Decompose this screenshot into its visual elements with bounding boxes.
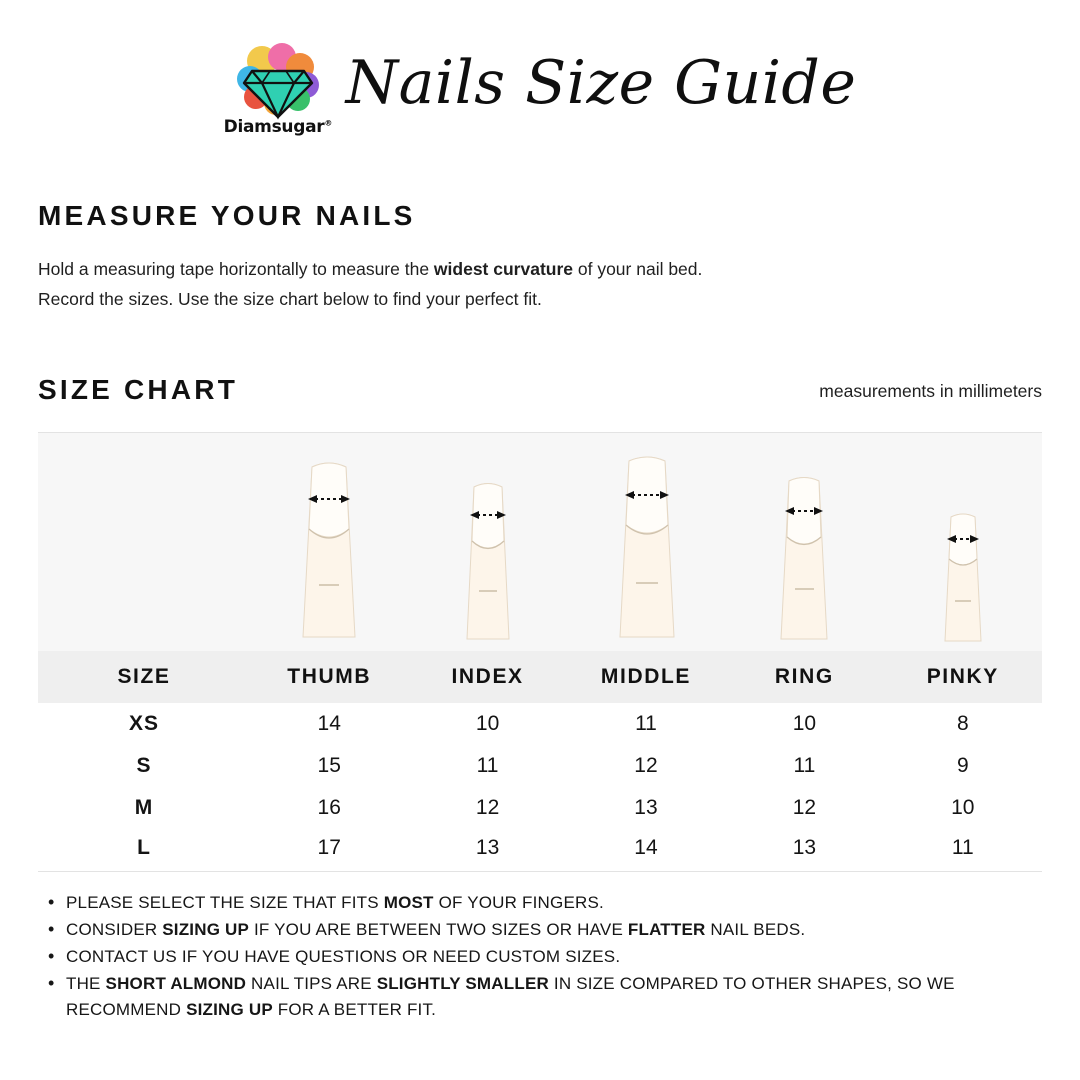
note-text: CONTACT US IF YOU HAVE QUESTIONS OR NEED CUSTOM SIZES. <box>66 946 621 966</box>
column-header-index: INDEX <box>408 651 566 703</box>
pinky-nail-diagram-cell <box>884 433 1042 651</box>
cell-thumb: 16 <box>317 796 341 819</box>
cell-pinky: 9 <box>956 754 969 777</box>
cell-thumb: 14 <box>317 712 341 735</box>
size-notes-list <box>38 890 1042 1023</box>
table-row <box>38 745 1042 787</box>
note-emphasis: SIZING UP <box>186 999 273 1019</box>
index-nail-diagram-cell <box>408 433 566 651</box>
cell-ring: 11 <box>793 754 816 777</box>
pinky-nail-diagram <box>933 505 993 651</box>
note-text: IN SIZE COMPARED TO OTHER SHAPES, SO WE RECOMMEND <box>66 973 955 1019</box>
measurement-units-note: measurements in millimeters <box>819 381 1042 401</box>
nail-diagram-spacer <box>38 433 250 651</box>
cell-pinky: 11 <box>951 836 974 860</box>
note-text: NAIL BEDS. <box>705 919 806 939</box>
ring-nail-diagram <box>766 469 842 651</box>
cell-size: XS <box>128 712 159 735</box>
page-title: Nails Size Guide <box>345 48 857 118</box>
cell-index: 13 <box>475 836 500 860</box>
note-text: FOR A BETTER FIT. <box>272 999 437 1019</box>
note-text: CONSIDER <box>66 919 163 939</box>
middle-nail-diagram-cell <box>567 433 725 651</box>
size-chart <box>38 432 1042 872</box>
measure-instructions <box>38 254 998 314</box>
cell-index: 11 <box>476 754 499 777</box>
header <box>38 0 1042 137</box>
cell-ring: 12 <box>792 796 817 819</box>
brand-logo <box>224 35 332 139</box>
column-header-thumb: THUMB <box>250 651 408 703</box>
cell-middle: 13 <box>634 796 658 819</box>
measure-text-1: Hold a measuring tape horizontally to measure the <box>38 259 434 279</box>
index-nail-diagram <box>452 475 524 651</box>
measure-heading: MEASURE YOUR NAILS <box>38 200 416 231</box>
measure-text-emphasis: widest curvature <box>433 259 573 279</box>
thumb-nail-diagram-cell <box>250 433 408 651</box>
size-chart-header <box>38 374 1042 406</box>
list-item <box>38 944 1042 970</box>
column-header-middle: MIDDLE <box>567 651 725 703</box>
note-text: OF YOUR FINGERS. <box>433 892 604 912</box>
column-header-size: SIZE <box>38 651 250 703</box>
note-emphasis: SIZING UP <box>162 919 250 939</box>
middle-nail-diagram <box>601 449 691 651</box>
list-item <box>38 890 1042 916</box>
note-text: THE <box>66 973 106 993</box>
cell-size: S <box>136 754 152 777</box>
thumb-nail-diagram <box>286 455 372 651</box>
size-chart-table-body <box>38 703 1042 871</box>
table-header-row <box>38 651 1042 703</box>
column-header-pinky: PINKY <box>884 651 1042 703</box>
size-chart-table-header <box>38 651 1042 703</box>
cell-index: 10 <box>475 712 500 735</box>
table-row <box>38 787 1042 829</box>
column-header-ring: RING <box>725 651 883 703</box>
note-text: IF YOU ARE BETWEEN TWO SIZES OR HAVE <box>249 919 628 939</box>
note-emphasis: FLATTER <box>627 919 706 939</box>
table-row <box>38 703 1042 745</box>
ring-nail-diagram-cell <box>725 433 883 651</box>
size-chart-heading: SIZE CHART <box>38 374 238 405</box>
cell-ring: 13 <box>792 836 817 860</box>
note-emphasis: MOST <box>383 892 434 912</box>
cell-ring: 10 <box>792 712 817 735</box>
cell-thumb: 17 <box>317 836 341 860</box>
cell-middle: 11 <box>635 712 657 735</box>
note-text: NAIL TIPS ARE <box>246 973 377 993</box>
list-item <box>38 917 1042 943</box>
cell-size: M <box>134 796 154 819</box>
nail-diagram-row <box>38 433 1042 651</box>
note-emphasis: SHORT ALMOND <box>105 973 247 993</box>
cell-pinky: 8 <box>956 712 969 735</box>
list-item <box>38 971 1042 1023</box>
cell-thumb: 15 <box>317 754 341 777</box>
cell-index: 12 <box>475 796 500 819</box>
cell-size: L <box>137 836 151 860</box>
note-emphasis: SLIGHTLY SMALLER <box>376 973 549 993</box>
size-chart-table <box>38 651 1042 872</box>
table-row <box>38 829 1042 871</box>
cell-middle: 12 <box>634 754 658 777</box>
brand-name: Diamsugar® <box>223 117 333 137</box>
cell-pinky: 10 <box>951 796 975 819</box>
measure-text-2: of your nail bed. <box>573 259 703 279</box>
cell-middle: 14 <box>634 836 658 860</box>
measure-text-3: Record the sizes. Use the size chart below to find your perfect fit. <box>38 289 542 309</box>
note-text: PLEASE SELECT THE SIZE THAT FITS <box>66 892 384 912</box>
